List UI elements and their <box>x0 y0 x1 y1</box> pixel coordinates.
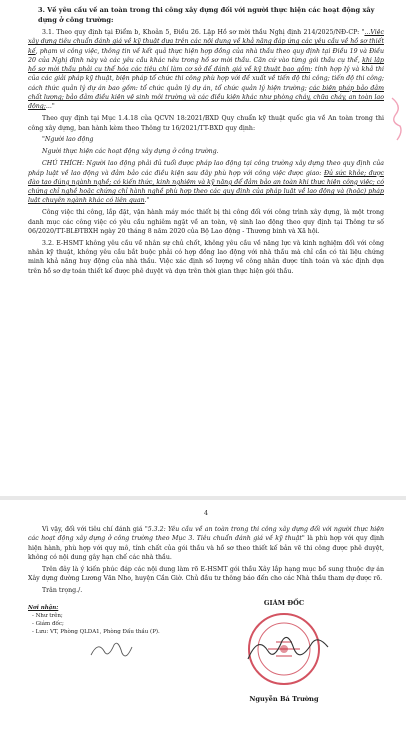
paragraph-qcvn: Theo quy định tại Mục 1.4.18 của QCVN 18:2021/BXD Quy chuẩn kỹ thuật quốc gia về An toàn trong thi công xây dựng, ban hành kèm theo Thông tư 16/2021/TT-BXD quy định: <box>28 115 384 132</box>
paragraph-3-1 <box>28 28 384 112</box>
p31-text-start: 3.1. Theo quy định tại Điểm b, Khoản 5, Điều 26. Lập Hồ sơ mời thầu Nghị định 214/2025/NĐ-CP: " <box>42 29 365 36</box>
paragraph-regards: Trân trọng./. <box>42 586 83 594</box>
note-underlined: Đủ sức khỏe; được đào tạo đúng ngành nghề; có kiến thức, kinh nghiệm và kỹ năng để đảm bảo an toàn khi thực hiện công việc; có chứng chỉ nghề hoặc chứng chỉ hành nghề phù hợp theo các quy định của pháp luật về lao động và (hoặc) pháp luật chuyên ngành khác có liên quan <box>28 169 384 205</box>
paragraph-3-2: 3.2. E-HSMT không yêu cầu về nhân sự chủ chốt, không yêu cầu về năng lực và kinh nghiệm đối với công nhân kỹ thuật, không yêu cầu bắt buộc phải có hợp đồng lao động với nhà thầu mà chỉ cần có tài liệu chứng minh khả năng huy động của nhà thầu. Việc xác định số lượng về công nhân được tính toán và xác định dựa trên hồ sơ dự toán thiết kế được phê duyệt và dựa trên thời gian thực hiện gói thầu. <box>28 239 384 275</box>
paragraph-conclusion <box>28 525 384 562</box>
recipients-list <box>28 613 160 636</box>
p31-text-mid: , phạm vi công việc, thông tin về kết quả thực hiện hợp đồng của nhà thầu theo quy định tại Điều 19 và Điều 20 của Nghị định này và các yêu cầu khác nêu trong hồ sơ mời thầu. Căn cứ vào từng gói thầu cụ thể, <box>28 47 384 64</box>
initials-signature-icon <box>88 637 134 663</box>
handwritten-signature-icon <box>242 629 332 669</box>
signer-name: Nguyễn Bá Trường <box>249 695 319 704</box>
note-text-end: ." <box>144 197 150 205</box>
recipient-item: - Như trên; <box>32 613 63 620</box>
p31-quote-3: các biện pháp bảo đảm chất lượng; bảo đảm điều kiện vệ sinh môi trường và các điều kiện khác như phòng cháy, chữa cháy, an toàn lao động; <box>28 84 384 111</box>
conclusion-start: Vì vậy, đối với tiêu chí đánh giá <box>42 526 145 533</box>
note-label: CHÚ THÍCH <box>42 160 83 168</box>
conclusion-end: là phù hợp với quy định hiện hành, phù hợp với quy mô, tính chất của gói thầu và hồ sơ theo thiết kế bản vẽ thi công được phê duyệt, không có nội dung gây hạn chế các nhà thầu. <box>28 535 384 561</box>
signer-block <box>224 599 344 704</box>
p31-quote-2: khi lập hồ sơ mời thầu phải cụ thể hóa các tiêu chí làm cơ sở để đánh giá về kỹ thuật bao gồm <box>28 56 384 74</box>
paragraph-nguoi-lao-dong: "Người lao động <box>42 136 94 144</box>
paragraph-definition: Người thực hiện các hoạt động xây dựng ở công trường. <box>42 148 219 156</box>
recipient-item: - Lưu: VT, Phòng QLDA1, Phòng Đấu thầu (P). <box>32 628 160 635</box>
recipients-label: Nơi nhận: <box>28 605 59 612</box>
p31-quote-1: ...Việc xây dựng tiêu chuẩn đánh giá về kỹ thuật dựa trên các nội dung về khả năng đáp ứng các yêu cầu về hồ sơ thiết kế <box>28 29 384 55</box>
signer-title: GIÁM ĐỐC <box>263 599 305 608</box>
decorative-mark-icon <box>388 96 404 142</box>
paragraph-work-list: Công việc thi công, lắp đặt, vận hành máy móc thiết bị thi công đối với công trình xây dựng, là một trong danh mục các công việc có yêu cầu nghiêm ngặt về an toàn, vệ sinh lao động theo quy định tại Thông tư số 06/2020/TT-BLĐTBXH ngày 20 tháng 8 năm 2020 của Bộ Lao động - Thương binh và Xã hội. <box>28 209 384 235</box>
paragraph-note <box>28 159 384 205</box>
paragraph-summary: Trên đây là ý kiến phúc đáp các nội dung làm rõ E-HSMT gói thầu Xây lắp hạng mục bổ sung thuộc dự án Xây dựng đường Lương Văn Nho, huyện Cần Giờ. Chủ đầu tư thông báo đến cho các Nhà thầu tham dự được rõ. <box>28 565 384 583</box>
signature-area <box>28 599 384 719</box>
recipient-item: - Giám đốc; <box>32 620 64 627</box>
note-text-start: : Người lao động phải đủ tuổi được pháp lao động tại công trường xây dựng theo quy định của pháp luật về lao động và đảm bảo các điều kiện sau đây phù hợp với công việc được giao: <box>28 160 384 177</box>
p31-text-end: ..." <box>45 103 55 111</box>
page-number: 4 <box>203 510 208 517</box>
recipients-block <box>28 605 160 636</box>
p31-text-mid2: : tính hợp lý và khả thi của các giải pháp kỹ thuật, biện pháp tổ chức thi công phù hợp với đề xuất về tiến độ thi công; tiến độ thi công; cách thức quản lý dự án bao gồm: tổ chức quản lý dự án, tổ chức quản lý hiện trường; <box>28 66 384 92</box>
document-page-2 <box>0 500 406 753</box>
conclusion-quote: "5.3.2: Yêu cầu về an toàn trong thi công xây dựng đối với người thực hiện các hoạt động xây dựng ở công trường theo Mục 3. Tiêu chuẩn đánh giá về kỹ thuật" <box>28 526 384 543</box>
section-heading: 3. Về yêu cầu về an toàn trong thi công xây dựng đối với người thực hiện các hoạt động xây dựng ở công trường: <box>38 6 375 24</box>
